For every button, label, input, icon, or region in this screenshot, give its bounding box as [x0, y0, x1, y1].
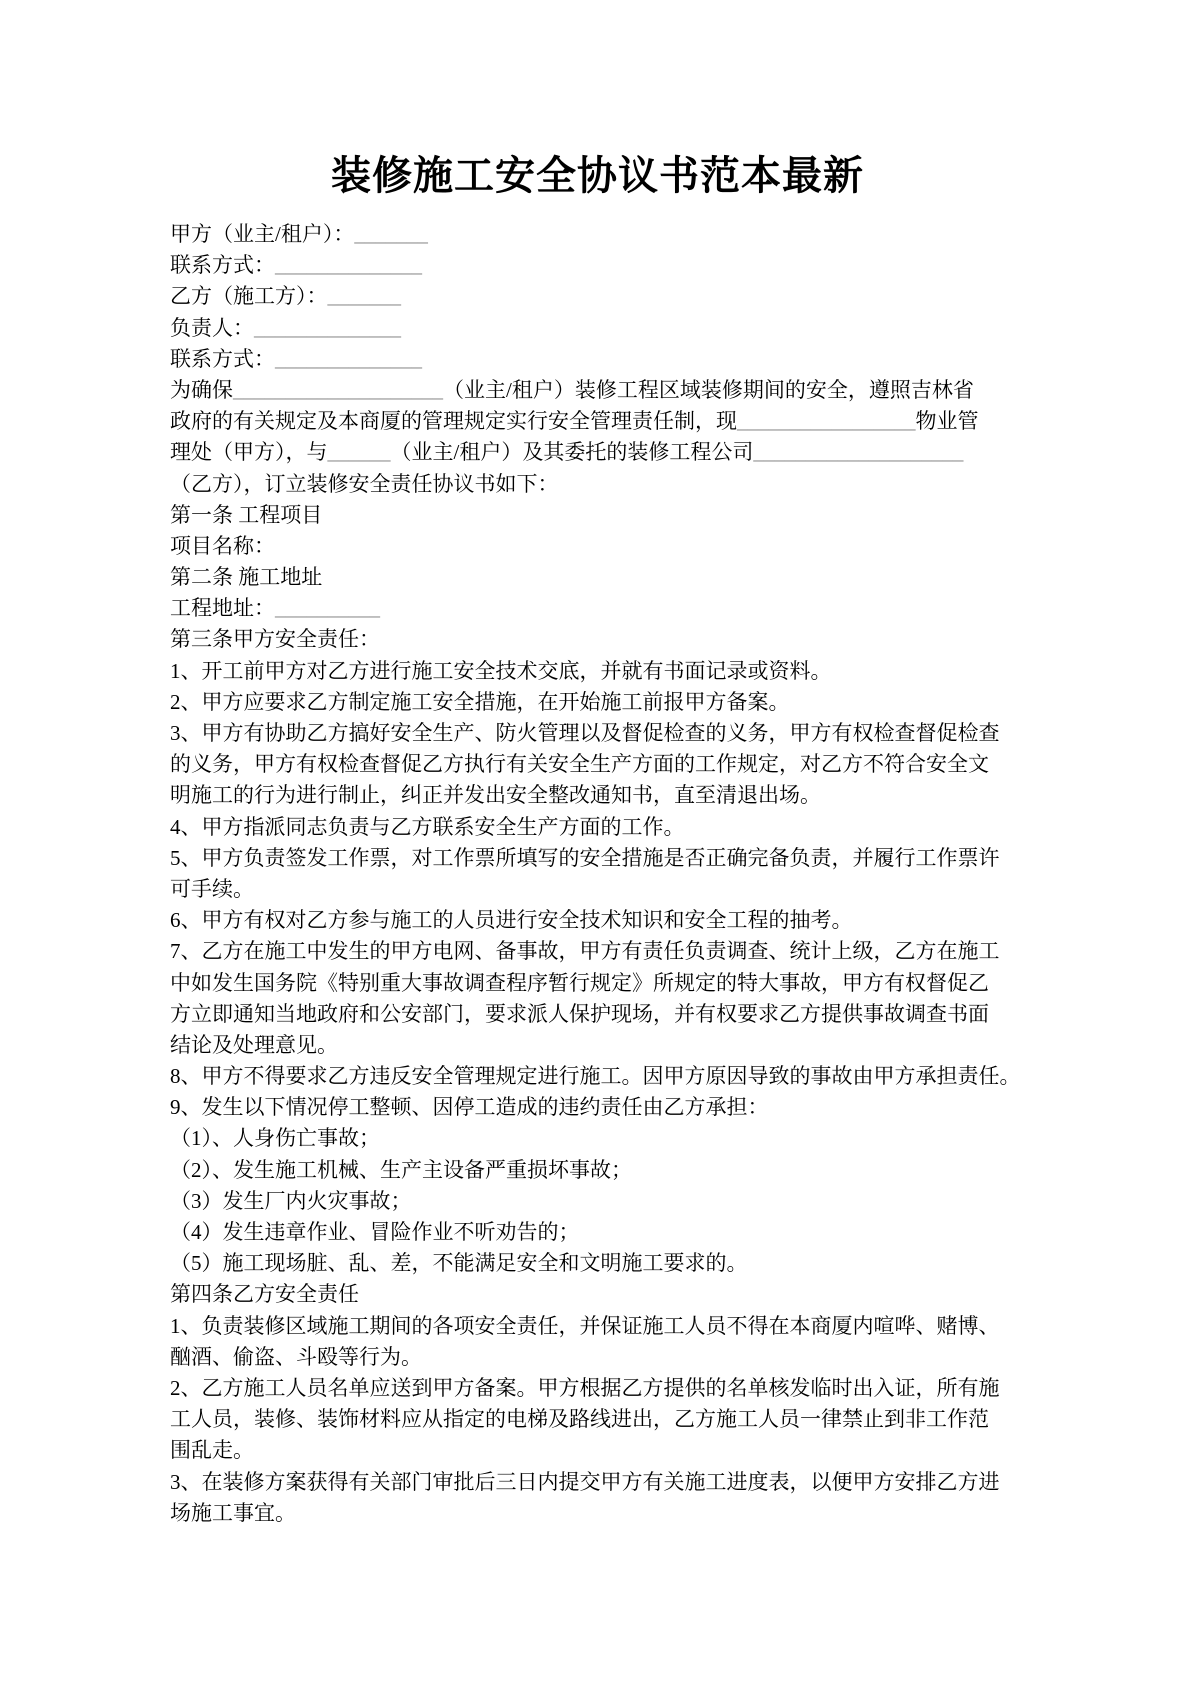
- document-line: 中如发生国务院《特别重大事故调查程序暂行规定》所规定的特大事故，甲方有权督促乙: [170, 970, 989, 995]
- fill-in-blank: _______: [354, 222, 428, 246]
- document-line: 联系方式：______________: [170, 253, 422, 278]
- document-line: 9、发生以下情况停工整顿、因停工造成的违约责任由乙方承担：: [170, 1095, 769, 1120]
- document-line: 7、乙方在施工中发生的甲方电网、备事故，甲方有责任负责调查、统计上级，乙方在施工: [170, 939, 1000, 964]
- document-line: 1、开工前甲方对乙方进行施工安全技术交底，并就有书面记录或资料。: [170, 658, 832, 683]
- fill-in-blank: ______________: [275, 346, 422, 371]
- document-line: 围乱走。: [170, 1438, 254, 1463]
- document-line: 4、甲方指派同志负责与乙方联系安全生产方面的工作。: [170, 814, 685, 839]
- document-line: 结论及处理意见。: [170, 1032, 338, 1057]
- document-line: 政府的有关规定及本商厦的管理规定实行安全管理责任制，现_________________物业管: [170, 409, 979, 434]
- document-line: 负责人：______________: [170, 315, 401, 340]
- document-line: 联系方式：______________: [170, 346, 422, 371]
- document-line: （4）发生违章作业、冒险作业不听劝告的；: [170, 1220, 580, 1244]
- document-line: 第四条乙方安全责任: [170, 1282, 359, 1307]
- document-line: 5、甲方负责签发工作票，对工作票所填写的安全措施是否正确完备负责，并履行工作票许: [170, 845, 1000, 870]
- document-body: [170, 219, 1040, 1529]
- document-line: 工程地址：__________: [170, 596, 380, 621]
- document-line: 乙方（施工方）：_______: [170, 284, 401, 309]
- document-line: 8、甲方不得要求乙方违反安全管理规定进行施工。因甲方原因导致的事故由甲方承担责任。: [170, 1064, 1021, 1089]
- fill-in-blank: __________: [275, 596, 380, 621]
- document-line: 2、乙方施工人员名单应送到甲方备案。甲方根据乙方提供的名单核发临时出入证，所有施: [170, 1375, 1000, 1400]
- document-line: 的义务，甲方有权检查督促乙方执行有关安全生产方面的工作规定，对乙方不符合安全文: [170, 752, 989, 777]
- document-line: 酗酒、偷盗、斗殴等行为。: [170, 1344, 422, 1369]
- document-line: 场施工事宜。: [170, 1500, 296, 1525]
- document-line: （乙方），订立装修安全责任协议书如下：: [170, 471, 559, 496]
- document-line: 工人员，装修、装饰材料应从指定的电梯及路线进出，乙方施工人员一律禁止到非工作范: [170, 1407, 989, 1432]
- document-line: 1、负责装修区域施工期间的各项安全责任，并保证施工人员不得在本商厦内喧哗、赌博、: [170, 1313, 1000, 1338]
- document-line: （2）、发生施工机械、生产主设备严重损坏事故；: [170, 1157, 632, 1182]
- fill-in-blank: ______________: [275, 253, 422, 278]
- document-line: （3）发生厂内火灾事故；: [170, 1188, 412, 1213]
- document-line: （5）施工现场脏、乱、差，不能满足安全和文明施工要求的。: [170, 1251, 748, 1276]
- document-line: 明施工的行为进行制止，纠正并发出安全整改通知书，直至清退出场。: [170, 783, 821, 808]
- fill-in-blank: ______________: [254, 315, 401, 340]
- document-line: 3、甲方有协助乙方搞好安全生产、防火管理以及督促检查的义务，甲方有权检查督促检查: [170, 721, 1000, 745]
- document-line: 项目名称：: [170, 533, 275, 558]
- document-line: 可手续。: [170, 876, 254, 901]
- fill-in-blank: _______: [327, 284, 401, 309]
- fill-in-blank: ____________________: [753, 440, 964, 465]
- document-line: 2、甲方应要求乙方制定施工安全措施，在开始施工前报甲方备案。: [170, 689, 790, 714]
- document-line: 第二条 施工地址: [170, 565, 323, 590]
- document-line: 方立即通知当地政府和公安部门，要求派人保护现场，并有权要求乙方提供事故调查书面: [170, 1001, 989, 1026]
- fill-in-blank: ______: [327, 440, 391, 465]
- document-line: 为确保____________________（业主/租户）装修工程区域装修期间的安全，遵照吉林省: [170, 377, 974, 402]
- document-title: 装修施工安全协议书范本最新: [331, 153, 864, 199]
- document-line: 甲方（业主/租户）：_______: [170, 222, 428, 246]
- document-line: （1）、人身伤亡事故；: [170, 1126, 380, 1151]
- document-line: 第一条 工程项目: [170, 502, 323, 527]
- document-line: 6、甲方有权对乙方参与施工的人员进行安全技术知识和安全工程的抽考。: [170, 908, 853, 933]
- fill-in-blank: ____________________: [233, 377, 443, 402]
- document-line: 第三条甲方安全责任：: [170, 627, 380, 652]
- document-line: 3、在装修方案获得有关部门审批后三日内提交甲方有关施工进度表，以便甲方安排乙方进: [170, 1469, 1000, 1494]
- fill-in-blank: _________________: [737, 409, 916, 434]
- document-line: 理处（甲方），与______（业主/租户）及其委托的装修工程公司____________________: [170, 440, 964, 465]
